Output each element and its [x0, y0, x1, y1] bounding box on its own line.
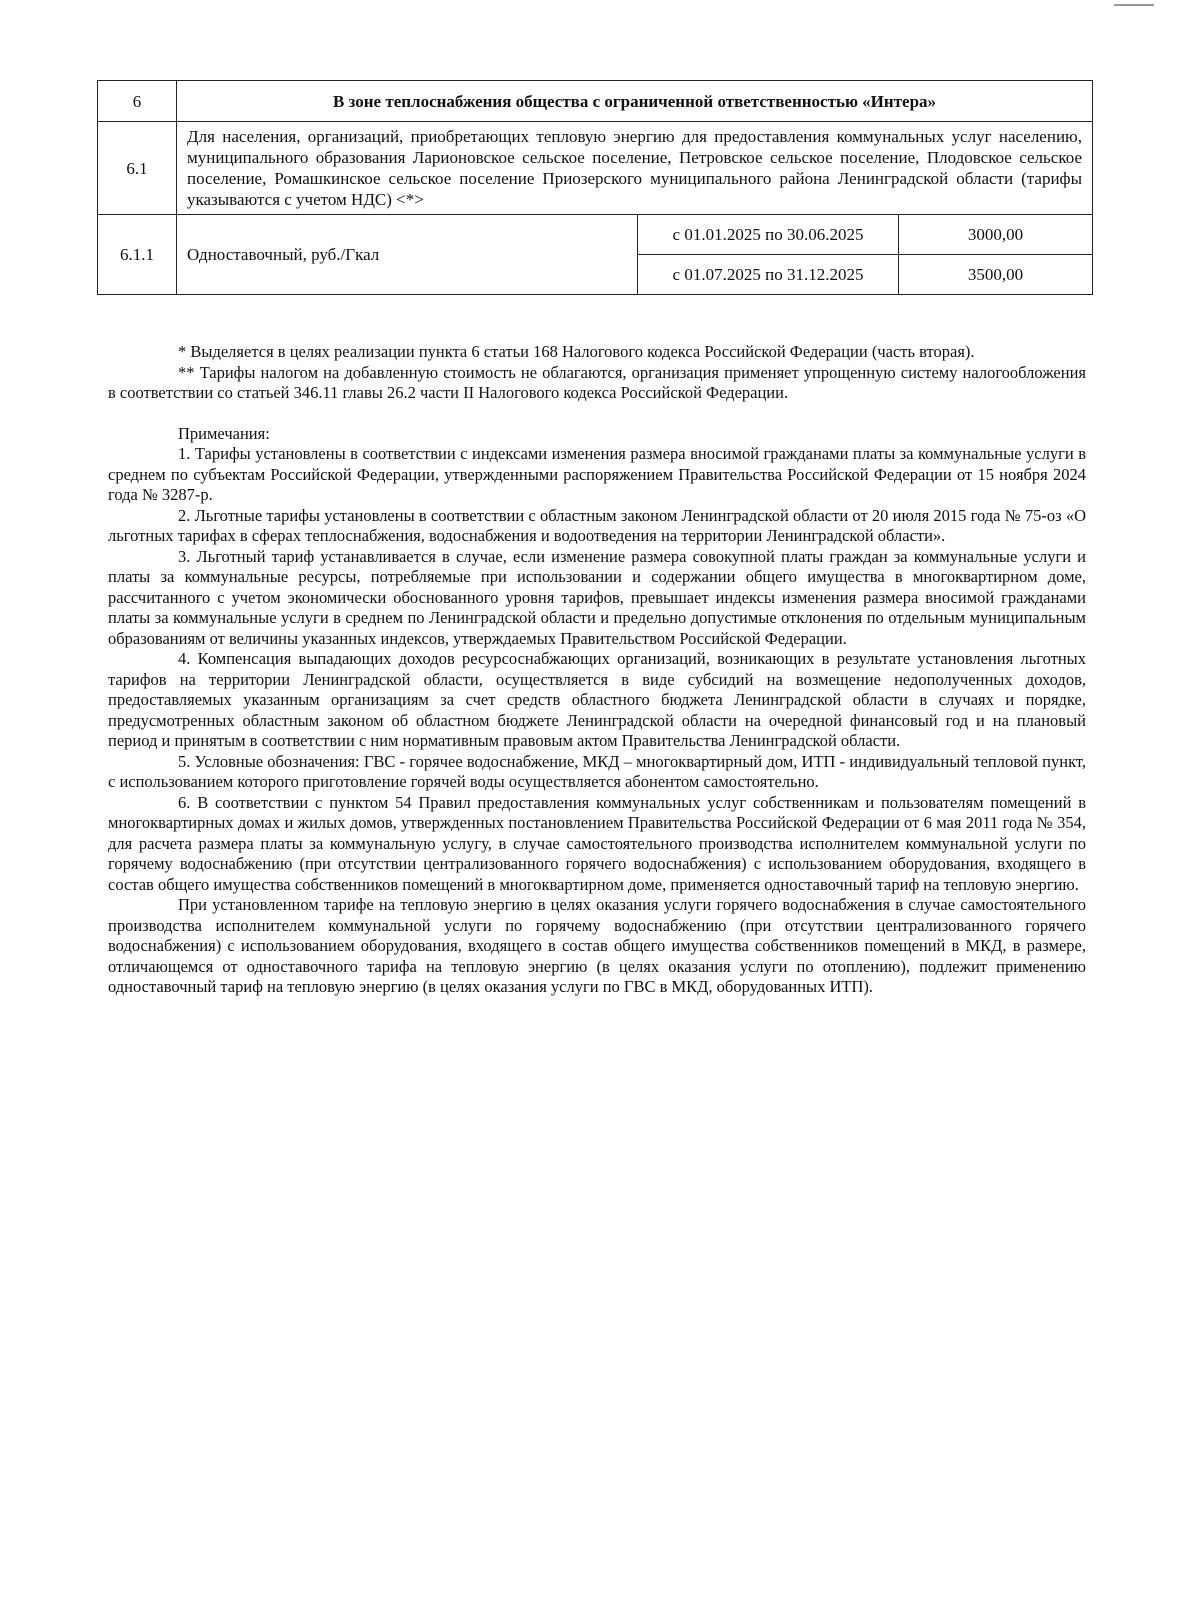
- zone-title: В зоне теплоснабжения общества с ограниченной ответственностью «Интера»: [177, 81, 1093, 122]
- tariff-period: с 01.07.2025 по 31.12.2025: [638, 255, 899, 295]
- note-paragraph: 2. Льготные тарифы установлены в соответствии с областным законом Ленинградской области от 20 июля 2015 года № 75-оз «О льготных тарифах в сферах теплоснабжения, водоснабжения и водоотведения на территории Ленинградской области».: [108, 505, 1086, 545]
- row-number: 6: [98, 81, 177, 122]
- note-paragraph: 3. Льготный тариф устанавливается в случае, если изменение размера совокупной платы граждан за коммунальные услуги и платы за коммунальные ресурсы, потребляемые при использовании и содержании общего имущества в многоквартирном доме, рассчитанного с учетом экономически обоснованного уровня тарифов, превышает индексы изменения размера вносимой гражданами платы за коммунальные услуги в среднем по Ленинградской области и предельно допустимые отклонения по отдельным муниципальным образованиям от величины указанных индексов, утверждаемых Правительством Российской Федерации.: [108, 546, 1086, 648]
- table-row: [98, 81, 1093, 122]
- tariff-table: [97, 80, 1093, 295]
- row-number: 6.1.1: [98, 215, 177, 295]
- scan-mark: [1114, 4, 1154, 6]
- table-row: [98, 122, 1093, 215]
- footnote: ** Тарифы налогом на добавленную стоимость не облагаются, организация применяет упрощенную систему налогообложения в соответствии со статьей 346.11 главы 26.2 части II Налогового кодекса Российской Федерации.: [108, 362, 1086, 402]
- note-paragraph: 5. Условные обозначения: ГВС - горячее водоснабжение, МКД – многоквартирный дом, ИТП - индивидуальный тепловой пункт, с использованием которого приготовление горячей воды осуществляется абонентом самостоятельно.: [108, 751, 1086, 791]
- note-paragraph: 4. Компенсация выпадающих доходов ресурсоснабжающих организаций, возникающих в результате установления льготных тарифов на территории Ленинградской области, осуществляется в виде субсидий на возмещение недополученных доходов, предоставляемых указанным организациям за счет средств областного бюджета Ленинградской области в случаях и порядке, предусмотренных областным законом об областном бюджете Ленинградской области на очередной финансовый год и на плановый период и принятым в соответствии с ним нормативным правовым актом Правительства Ленинградской области.: [108, 649, 1086, 750]
- row-number: 6.1: [98, 122, 177, 215]
- notes-heading: Примечания:: [178, 423, 270, 443]
- table-row: [98, 215, 1093, 255]
- tariff-kind: Одноставочный, руб./Гкал: [177, 215, 638, 295]
- note-paragraph: 1. Тарифы установлены в соответствии с индексами изменения размера вносимой гражданами платы за коммунальные услуги в среднем по субъектам Российской Федерации, утвержденными распоряжением Правительства Российской Федерации от 15 ноября 2024 года № 3287-р.: [108, 444, 1086, 504]
- tariff-value: 3000,00: [899, 215, 1093, 255]
- tariff-value: 3500,00: [899, 255, 1093, 295]
- consumer-description: Для населения, организаций, приобретающих тепловую энергию для предоставления коммунальных услуг населению, муниципального образования Ларионовское сельское поселение, Петровское сельское поселение, Плодовское сельское поселение, Ромашкинское сельское поселение Приозерского муниципального района Ленинградской области (тарифы указываются с учетом НДС) <*>: [177, 122, 1093, 215]
- tariff-period: с 01.01.2025 по 30.06.2025: [638, 215, 899, 255]
- note-paragraph: 6. В соответствии с пунктом 54 Правил предоставления коммунальных услуг собственникам и пользователям помещений в многоквартирных домах и жилых домов, утвержденных постановлением Правительства Российской Федерации от 6 мая 2011 года № 354, для расчета размера платы за коммунальную услугу, в случае самостоятельного производства исполнителем коммунальной услуги по горячему водоснабжению (при отсутствии централизованного горячего водоснабжения) с использованием оборудования, входящего в состав общего имущества собственников помещений в многоквартирном доме, применяется одноставочный тариф на тепловую энергию.: [108, 792, 1086, 894]
- footnote: * Выделяется в целях реализации пункта 6 статьи 168 Налогового кодекса Российской Федерации (часть вторая).: [178, 342, 975, 361]
- notes-section: [108, 342, 1086, 998]
- note-paragraph: При установленном тарифе на тепловую энергию в целях оказания услуги горячего водоснабжения в случае самостоятельного производства исполнителем коммунальной услуги по горячему водоснабжению (при отсутствии централизованного горячего водоснабжения) с использованием оборудования, входящего в состав общего имущества собственников помещений в МКД, в размере, отличающемся от одноставочного тарифа на тепловую энергию (в целях оказания услуги по отоплению), подлежит применению одноставочный тариф на тепловую энергию (в целях оказания услуги по ГВС в МКД, оборудованных ИТП).: [108, 895, 1086, 996]
